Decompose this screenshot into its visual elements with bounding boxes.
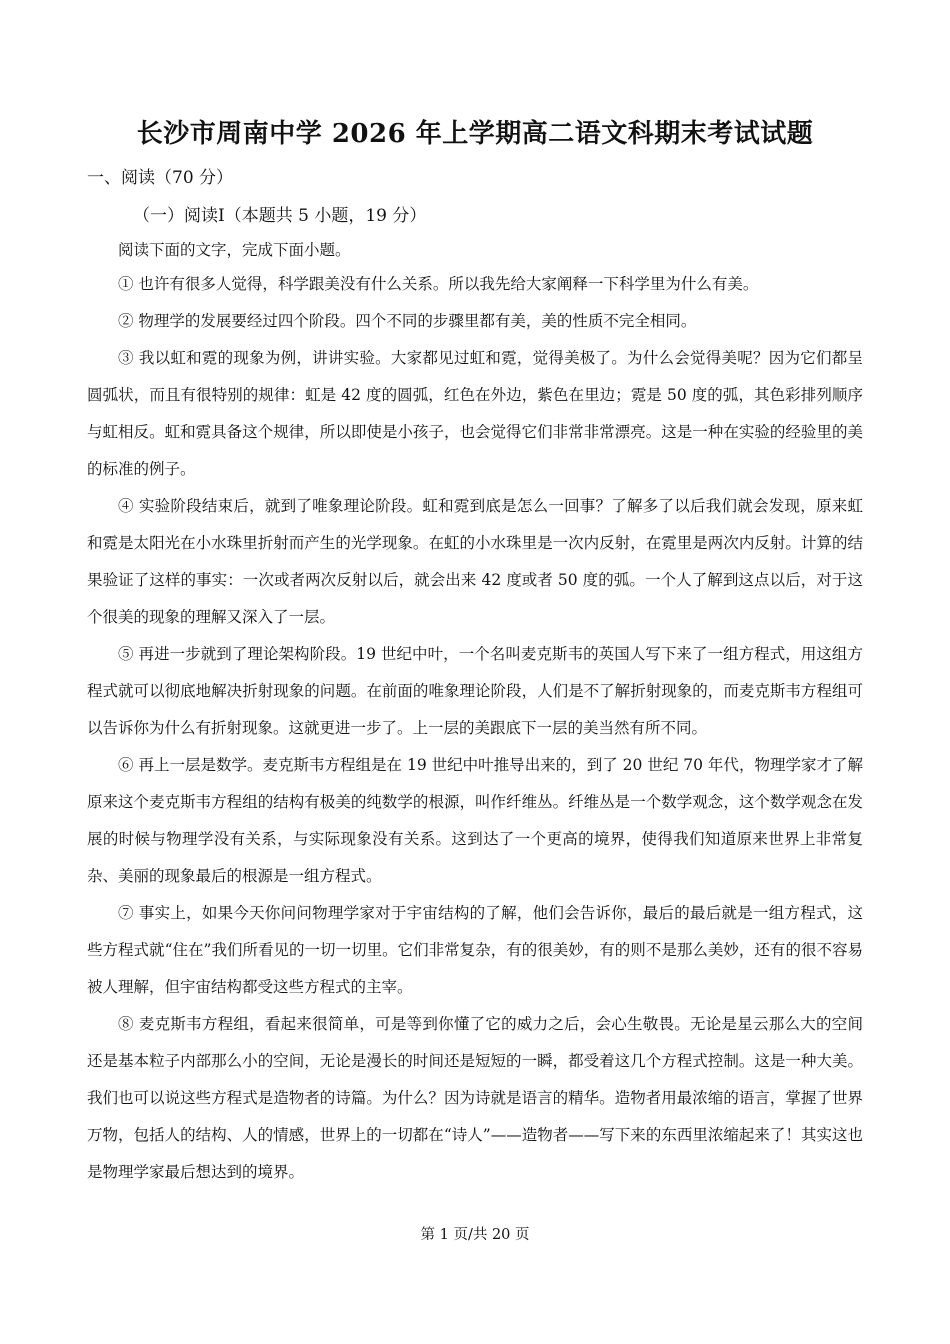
paragraph-3: ③ 我以虹和霓的现象为例，讲讲实验。大家都见过虹和霓，觉得美极了。为什么会觉得美呢？因为它们都呈圆弧状，而且有很特别的规律：虹是 42 度的圆弧，红色在外边，紫色在里边；霓是 50 度的弧，其色彩排列顺序与虹相反。虹和霓具备这个规律，所以即使是小孩子，也会觉得它们非常非常漂亮。这是一种在实验的经验里的美的标准的例子。	[87, 349, 863, 478]
sub-heading: （一）阅读Ⅰ（本题共 5 小题，19 分）	[133, 206, 427, 226]
paragraph-4: ④ 实验阶段结束后，就到了唯象理论阶段。虹和霓到底是怎么一回事？了解多了以后我们就会发现，原来虹和霓是太阳光在小水珠里折射而产生的光学现象。在虹的小水珠里是一次内反射，在霓里是两次内反射。计算的结果验证了这样的事实：一次或者两次反射以后，就会出来 42 度或者 50 度的弧。一个人了解到这点以后，对于这个很美的现象的理解又深入了一层。	[87, 497, 863, 626]
paragraph-5: ⑤ 再进一步就到了理论架构阶段。19 世纪中叶，一个名叫麦克斯韦的英国人写下来了一组方程式，用这组方程式就可以彻底地解决折射现象的问题。在前面的唯象理论阶段，人们是不了解折射现象的，而麦克斯韦方程组可以告诉你为什么有折射现象。这就更进一步了。上一层的美跟底下一层的美当然有所不同。	[87, 645, 863, 737]
paragraph-1: ① 也许有很多人觉得，科学跟美没有什么关系。所以我先给大家阐释一下科学里为什么有美。	[118, 275, 759, 293]
paragraph-6: ⑥ 再上一层是数学。麦克斯韦方程组是在 19 世纪中叶推导出来的，到了 20 世纪 70 年代，物理学家才了解原来这个麦克斯韦方程组的结构有极美的纯数学的根源，叫作纤维丛。纤维丛是一个数学观念，这个数学观念在发展的时候与物理学没有关系，与实际现象没有关系。这到达了一个更高的境界，使得我们知道原来世界上非常复杂、美丽的现象最后的根源是一组方程式。	[87, 756, 863, 885]
page-number: 第 1 页/共 20 页	[420, 1227, 530, 1243]
reading-passage	[87, 266, 863, 1191]
paragraph-7: ⑦ 事实上，如果今天你问问物理学家对于宇宙结构的了解，他们会告诉你，最后的最后就是一组方程式，这些方程式就“住在”我们所看见的一切一切里。它们非常复杂，有的很美妙，有的则不是那么美妙，还有的很不容易被人理解，但宇宙结构都受这些方程式的主宰。	[87, 904, 863, 996]
page-title: 长沙市周南中学 2026 年上学期高二语文科期末考试试题	[136, 119, 814, 149]
paragraph-8: ⑧ 麦克斯韦方程组，看起来很简单，可是等到你懂了它的威力之后，会心生敬畏。无论是星云那么大的空间还是基本粒子内部那么小的空间，无论是漫长的时间还是短短的一瞬，都受着这几个方程式控制。这是一种大美。我们也可以说这些方程式是造物者的诗篇。为什么？因为诗就是语言的精华。造物者用最浓缩的语言，掌握了世界万物，包括人的结构、人的情感，世界上的一切都在“诗人”——造物者——写下来的东西里浓缩起来了！其实这也是物理学家最后想达到的境界。	[87, 1015, 863, 1181]
paragraph-2: ② 物理学的发展要经过四个阶段。四个不同的步骤里都有美，美的性质不完全相同。	[118, 312, 697, 330]
reading-instruction: 阅读下面的文字，完成下面小题。	[118, 241, 351, 259]
section-heading: 一、阅读（70 分）	[87, 168, 234, 188]
